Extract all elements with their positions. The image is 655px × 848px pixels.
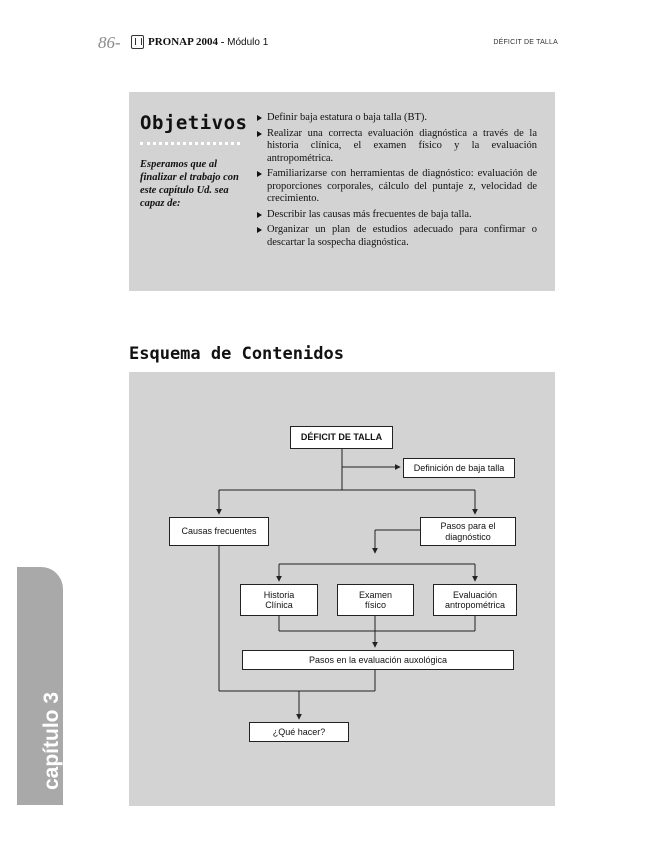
objectives-subtitle: Esperamos que al finalizar el trabajo con este capítulo Ud. sea capaz de: xyxy=(140,159,239,209)
objectives-title: Objetivos xyxy=(140,112,248,134)
node-deficit-de-talla: DÉFICIT DE TALLA xyxy=(290,426,393,449)
book-icon xyxy=(131,35,144,49)
flowchart xyxy=(129,372,555,806)
scheme-title: Esquema de Contenidos xyxy=(129,344,344,364)
chapter-tab-label: capítulo 3 xyxy=(40,691,63,790)
node-causas-frecuentes: Causas frecuentes xyxy=(169,517,269,546)
node-historia-clinica: Historia Clínica xyxy=(240,584,318,616)
node-pasos-diagnostico: Pasos para el diagnóstico xyxy=(420,517,516,546)
header-module: Módulo 1 xyxy=(227,37,269,48)
objective-item: Organizar un plan de estudios adecuado para confirmar o descartar la sospecha diagnóstica. xyxy=(257,224,537,249)
objective-item: Familiarizarse con herramientas de diagnóstico: evaluación de proporciones corporales, cálculo del puntaje z, velocidad de crecimiento. xyxy=(257,168,537,206)
objective-item: Describir las causas más frecuentes de baja talla. xyxy=(257,209,537,222)
page-number: 86- xyxy=(98,33,121,52)
node-evaluacion-auxologica: Pasos en la evaluación auxológica xyxy=(242,650,514,670)
header-title: PRONAP 2004 - Módulo 1 xyxy=(148,36,269,48)
objectives-list xyxy=(257,112,537,252)
objective-item: Definir baja estatura o baja talla (BT). xyxy=(257,112,537,125)
node-examen-fisico: Examen físico xyxy=(337,584,414,616)
header-section: DÉFICIT DE TALLA xyxy=(493,39,558,46)
objectives-box xyxy=(129,92,555,291)
objective-item: Realizar una correcta evaluación diagnóstica a través de la historia clínica, el examen físico y la evaluación antropométrica. xyxy=(257,128,537,166)
dotted-divider xyxy=(140,142,240,145)
node-evaluacion-antropometrica: Evaluación antropométrica xyxy=(433,584,517,616)
page-header xyxy=(98,33,558,53)
node-que-hacer: ¿Qué hacer? xyxy=(249,722,349,742)
node-definicion: Definición de baja talla xyxy=(403,458,515,478)
